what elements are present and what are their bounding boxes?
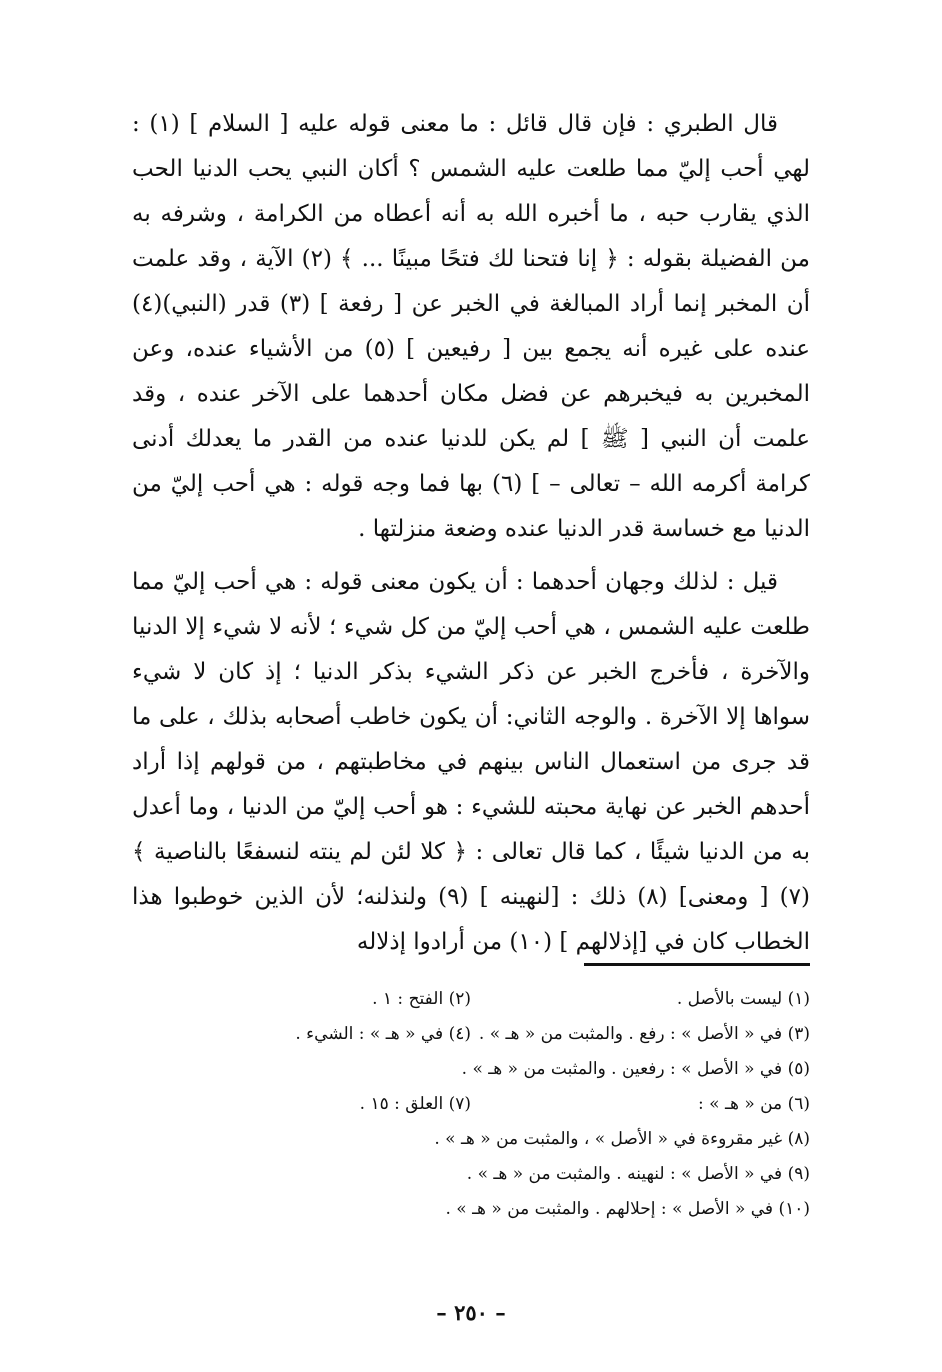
footnotes (132, 982, 810, 1227)
paragraph: قيل : لذلك وجهان أحدهما : أن يكون معنى قوله : هي أحب إليّ مما طلعت عليه الشمس ، هي أحب إليّ من كل شيء ؛ لأنه لا شيء إلا الدنيا والآخرة ، فأخرج الخبر عن ذكر الشيء بذكر الدنيا ؛ إذ كان لا شيء سواها إلا الآخرة . والوجه الثاني: أن يكون خاطب أصحابه بذلك ، على ما قد جرى من استعمال الناس بينهم في مخاطبتهم ، من قولهم إذا أراد أحدهم الخبر عن نهاية محبته للشيء : هو أحب إليّ من الدنيا ، وما أعدل به من الدنيا شيئًا ، كما قال تعالى : ﴿ كلا لئن لم ينته لنسفعًا بالناصية ﴾ (٧) [ ومعنى] (٨) ذلك : [لنهينه ] (٩) ولنذلنه؛ لأن الذين خوطبوا هذا الخطاب كان في [إذلالهم ] (١٠) من أرادوا إذلاله (132, 569, 811, 955)
page-number: – ٢٥٠ – (436, 1300, 506, 1325)
footnote-row (132, 1192, 810, 1227)
footnote: (٤) في « هـ » : الشيء . (295, 1024, 471, 1044)
paragraph: قال الطبري : فإن قال قائل : ما معنى قوله عليه [ السلام ] (١) : لهي أحب إليّ مما طلعت عليه الشمس ؟ أكان النبي يحب الدنيا الحب الذي يقارب حبه ، ما أخبره الله به أنه أعطاه من الكرامة ، وشرفه به من الفضيلة بقوله : ﴿ إنا فتحنا لك فتحًا مبينًا ... ﴾ (٢) الآية ، وقد علمت أن المخبر إنما أراد المبالغة في الخبر عن [ رفعة ] (٣) قدر (النبي)(٤) عنده على غيره أنه يجمع بين [ رفيعين ] (٥) من الأشياء عنده، وعن المخبرين به فيخبرهم عن فضل مكان أحدهما على الآخر عنده ، وقد علمت أن النبي [ ﷺ ] لم يكن للدنيا عنده من القدر ما يعدلك أدنى كرامة أكرمه الله – تعالى – ] (٦) بها فما وجه قوله : هي أحب إليّ من الدنيا مع خساسة قدر الدنيا عنده وضعة منزلتها . (132, 111, 811, 542)
footnote-row (132, 982, 810, 1017)
footnote-row (132, 1087, 810, 1122)
footnote: (٣) في « الأصل » : رفع . والمثبت من « هـ » . (478, 1024, 810, 1044)
footnote-row (132, 1017, 810, 1052)
footnote: (١) ليست بالأصل . (676, 989, 810, 1009)
footnote-row (132, 1052, 810, 1087)
footnote: (٥) في « الأصل » : رفعين . والمثبت من « هـ » . (461, 1059, 810, 1079)
footnote-row (132, 1157, 810, 1192)
footnote: (٧) العلق : ١٥ . (359, 1094, 471, 1114)
footnote: (٩) في « الأصل » : لنهينه . والمثبت من « هـ » . (466, 1164, 810, 1184)
footnote-separator (584, 963, 810, 966)
footnote: (١٠) في « الأصل » : إحلالهم . والمثبت من « هـ » . (445, 1199, 810, 1219)
footnote: (٦) من « هـ » : (698, 1094, 810, 1114)
main-text (132, 102, 810, 965)
footnote: (٢) الفتح : ١ . (372, 989, 471, 1009)
footnote: (٨) غير مقروءة في « الأصل » ، والمثبت من « هـ » . (434, 1129, 810, 1149)
footnote-row (132, 1122, 810, 1157)
